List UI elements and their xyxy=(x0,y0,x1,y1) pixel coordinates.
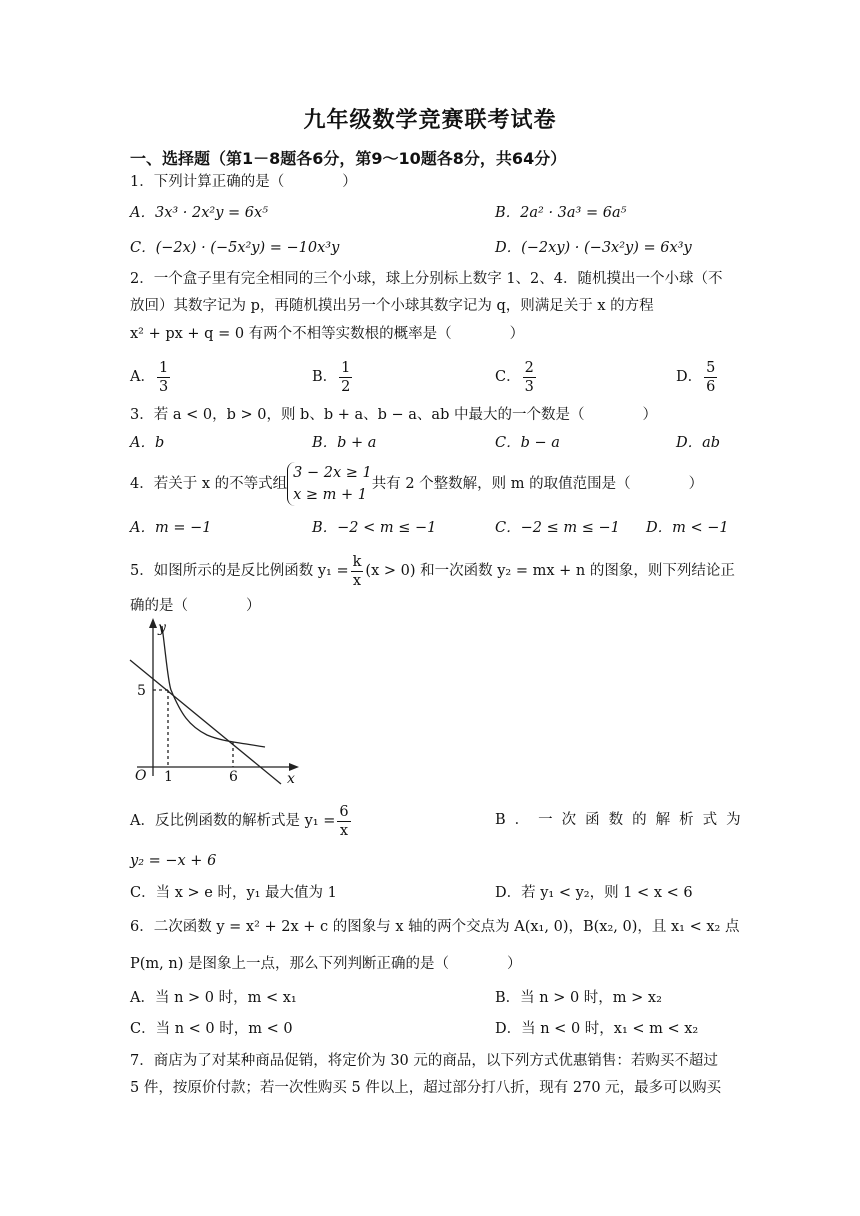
q7-stem-line1: 7．商店为了对某种商品促销，将定价为 30 元的商品，以下列方式优惠销售：若购买不超过 xyxy=(130,1053,718,1069)
q1-stem: 1．下列计算正确的是（ ） xyxy=(130,174,357,190)
q2-option-a xyxy=(130,355,172,399)
q6-option-b: B．当 n > 0 时，m > x₂ xyxy=(495,990,662,1006)
q2-stem-line1: 2．一个盒子里有完全相同的三个小球，球上分别标上数字 1、2、4．随机摸出一个小球（不 xyxy=(130,271,723,287)
q6-stem-line1: 6．二次函数 y = x² + 2x + c 的图象与 x 轴的两个交点为 A(x₁, 0)，B(x₂, 0)，且 x₁ < x₂ 点 xyxy=(130,919,740,935)
q4-inequality-2: x ≥ m + 1 xyxy=(293,487,368,503)
q2-option-c-label: C． xyxy=(495,369,521,385)
q5-fig-origin-label: O xyxy=(135,768,147,784)
q3-stem: 3．若 a < 0，b > 0，则 b、b + a、b − a、ab 中最大的一个数是（ ） xyxy=(130,407,657,423)
q4-inequality-system xyxy=(287,462,372,506)
q4-stem xyxy=(130,459,703,509)
q2-stem-line2: 放回）其数字记为 p，再随机摸出另一个小球其数字记为 q，则满足关于 x 的方程 xyxy=(130,298,654,314)
q2-option-b-den: 2 xyxy=(341,378,351,395)
q5-frac-den: x xyxy=(352,572,362,589)
q4-inequality-1: 3 − 2x ≥ 1 xyxy=(293,465,372,481)
q5-option-b-line1: B．一次函数的解析式为 xyxy=(495,812,750,828)
section-heading: 一、选择题（第1－8题各6分，第9～10题各8分，共64分） xyxy=(130,149,567,168)
q5-fig-y-label: y xyxy=(158,620,166,636)
q2-option-a-den: 3 xyxy=(158,378,169,395)
q5-stem-prefix: 5．如图所示的是反比例函数 y₁ = xyxy=(130,563,349,579)
q5-y-arrow xyxy=(149,618,157,628)
q6-option-c: C．当 n < 0 时，m < 0 xyxy=(130,1021,293,1037)
q1-option-d: D．(−2xy) · (−3x²y) = 6x³y xyxy=(495,240,692,256)
q5-option-b-line2: y₂ = −x + 6 xyxy=(130,853,217,869)
q5-option-a-den: x xyxy=(339,822,349,839)
q2-option-a-num: 1 xyxy=(158,359,169,376)
q5-option-a xyxy=(130,799,353,843)
q5-fig-tick-5: 5 xyxy=(137,683,146,699)
q5-option-d: D．若 y₁ < y₂，则 1 < x < 6 xyxy=(495,885,693,901)
q5-x-arrow xyxy=(289,763,299,771)
q5-option-a-prefix: A．反比例函数的解析式是 y₁ = xyxy=(130,813,336,829)
q2-option-d-den: 6 xyxy=(706,378,716,395)
q5-fig-x-label: x xyxy=(287,771,295,786)
q5-option-a-num: 6 xyxy=(339,803,349,820)
q7-stem-line2: 5 件，按原价付款；若一次性购买 5 件以上，超过部分打八折，现有 270 元，最多可以购买 xyxy=(130,1080,722,1096)
q6-option-d: D．当 n < 0 时，x₁ < m < x₂ xyxy=(495,1021,699,1037)
q3-option-a: A．b xyxy=(130,435,165,451)
q2-option-c xyxy=(495,355,538,399)
q2-option-d-label: D． xyxy=(676,369,703,385)
q1-option-b: B．2a² · 3a³ = 6a⁵ xyxy=(495,205,627,221)
q2-option-d-num: 5 xyxy=(706,359,716,376)
q4-option-d: D．m < −1 xyxy=(646,520,729,536)
q2-option-a-label: A． xyxy=(130,369,155,385)
q2-stem-line3: x² + px + q = 0 有两个不相等实数根的概率是（ ） xyxy=(130,326,525,342)
q1-option-a: A．3x³ · 2x²y = 6x⁵ xyxy=(130,205,269,221)
q5-frac-num: k xyxy=(352,553,362,570)
q2-option-b xyxy=(312,355,354,399)
q5-graph-figure xyxy=(125,616,305,786)
q4-stem-prefix: 4．若关于 x 的不等式组 xyxy=(130,476,288,492)
q4-option-c: C．−2 ≤ m ≤ −1 xyxy=(495,520,620,536)
q2-option-b-label: B． xyxy=(312,369,338,385)
q3-option-c: C．b − a xyxy=(495,435,560,451)
q3-option-d: D．ab xyxy=(676,435,721,451)
q2-option-b-num: 1 xyxy=(341,359,351,376)
q3-option-b: B．b + a xyxy=(312,435,377,451)
q4-option-a: A．m = −1 xyxy=(130,520,212,536)
q4-option-b: B．−2 < m ≤ −1 xyxy=(312,520,437,536)
q6-stem-line2: P(m, n) 是图象上一点，那么下列判断正确的是（ ） xyxy=(130,956,522,972)
q6-option-a: A．当 n > 0 时，m < x₁ xyxy=(130,990,297,1006)
q5-option-c: C．当 x > e 时，y₁ 最大值为 1 xyxy=(130,885,337,901)
q2-option-c-num: 2 xyxy=(524,359,534,376)
q1-option-c: C．(−2x) · (−5x²y) = −10x³y xyxy=(130,240,340,256)
q5-fig-tick-6: 6 xyxy=(229,769,238,785)
q5-stem-mid: (x > 0) 和一次函数 y₂ = mx + n 的图象，则下列结论正 xyxy=(365,563,735,579)
q5-stem-line2: 确的是（ ） xyxy=(130,598,261,614)
q2-option-c-den: 3 xyxy=(524,378,534,395)
q2-option-d xyxy=(676,355,719,399)
q4-stem-suffix: 共有 2 个整数解，则 m 的取值范围是（ ） xyxy=(371,476,704,492)
page-title: 九年级数学竞赛联考试卷 xyxy=(303,108,557,133)
q5-fig-tick-1: 1 xyxy=(164,769,173,785)
q5-stem-line1 xyxy=(130,549,735,593)
